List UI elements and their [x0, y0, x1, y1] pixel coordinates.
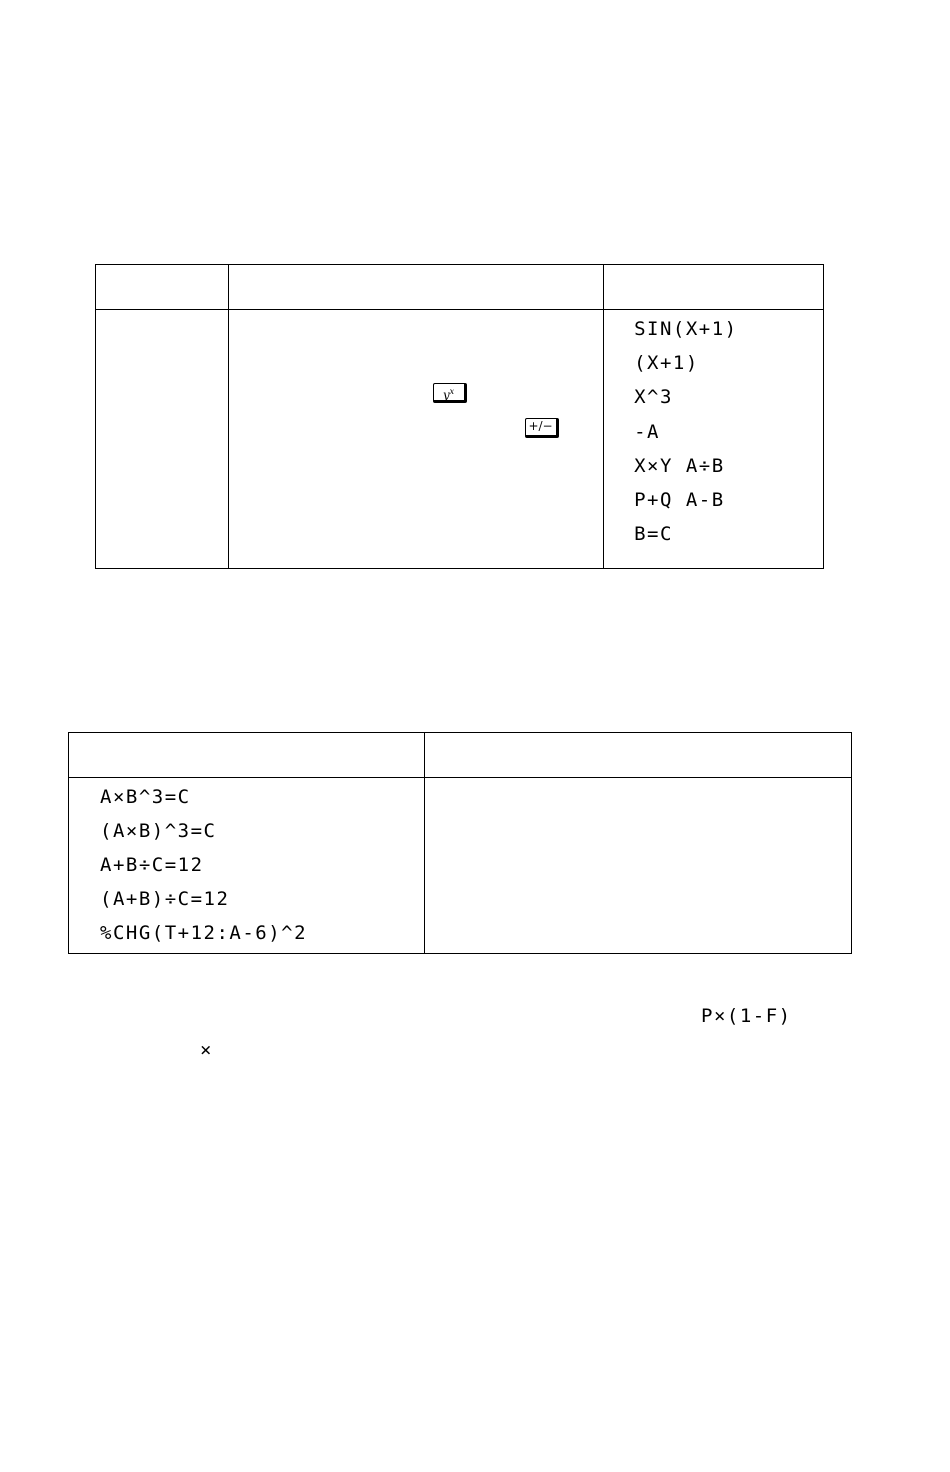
table2-body-cell-1 — [69, 778, 425, 954]
expression-example: (A+B)÷C=12 — [100, 888, 230, 910]
syntax-example: X^3 — [634, 386, 673, 408]
footer-expression: P×(1-F) — [701, 1005, 792, 1027]
table2-header-cell-1 — [69, 733, 425, 778]
power-key-label: $y^x$ — [442, 387, 455, 402]
syntax-example: -A — [634, 421, 660, 443]
table2-header-cell-2 — [425, 733, 852, 778]
syntax-example: X×Y A÷B — [634, 455, 725, 477]
expression-example: A+B÷C=12 — [100, 854, 204, 876]
expression-example: %CHG(T+12:A-6)^2 — [100, 922, 308, 944]
syntax-example: B=C — [634, 523, 673, 545]
table1-body-cell-2 — [228, 310, 604, 569]
table1-body-cell-1 — [96, 310, 229, 569]
expression-example: (A×B)^3=C — [100, 820, 217, 842]
expression-examples-table — [68, 732, 852, 954]
table1-header-cell-2 — [228, 265, 604, 310]
operator-syntax-table — [95, 264, 824, 569]
footer-times-symbol: × — [200, 1039, 213, 1061]
table1-header-cell-3 — [604, 265, 824, 310]
syntax-example: (X+1) — [634, 352, 699, 374]
expression-example: A×B^3=C — [100, 786, 191, 808]
change-sign-key-label: +/− — [528, 419, 553, 433]
table2-body-cell-2 — [425, 778, 852, 954]
power-key-icon — [433, 383, 467, 403]
table1-body-cell-3 — [604, 310, 824, 569]
table1-header-cell-1 — [96, 265, 229, 310]
syntax-example: P+Q A-B — [634, 489, 725, 511]
change-sign-key-icon — [525, 418, 559, 438]
syntax-example: SIN(X+1) — [634, 318, 738, 340]
